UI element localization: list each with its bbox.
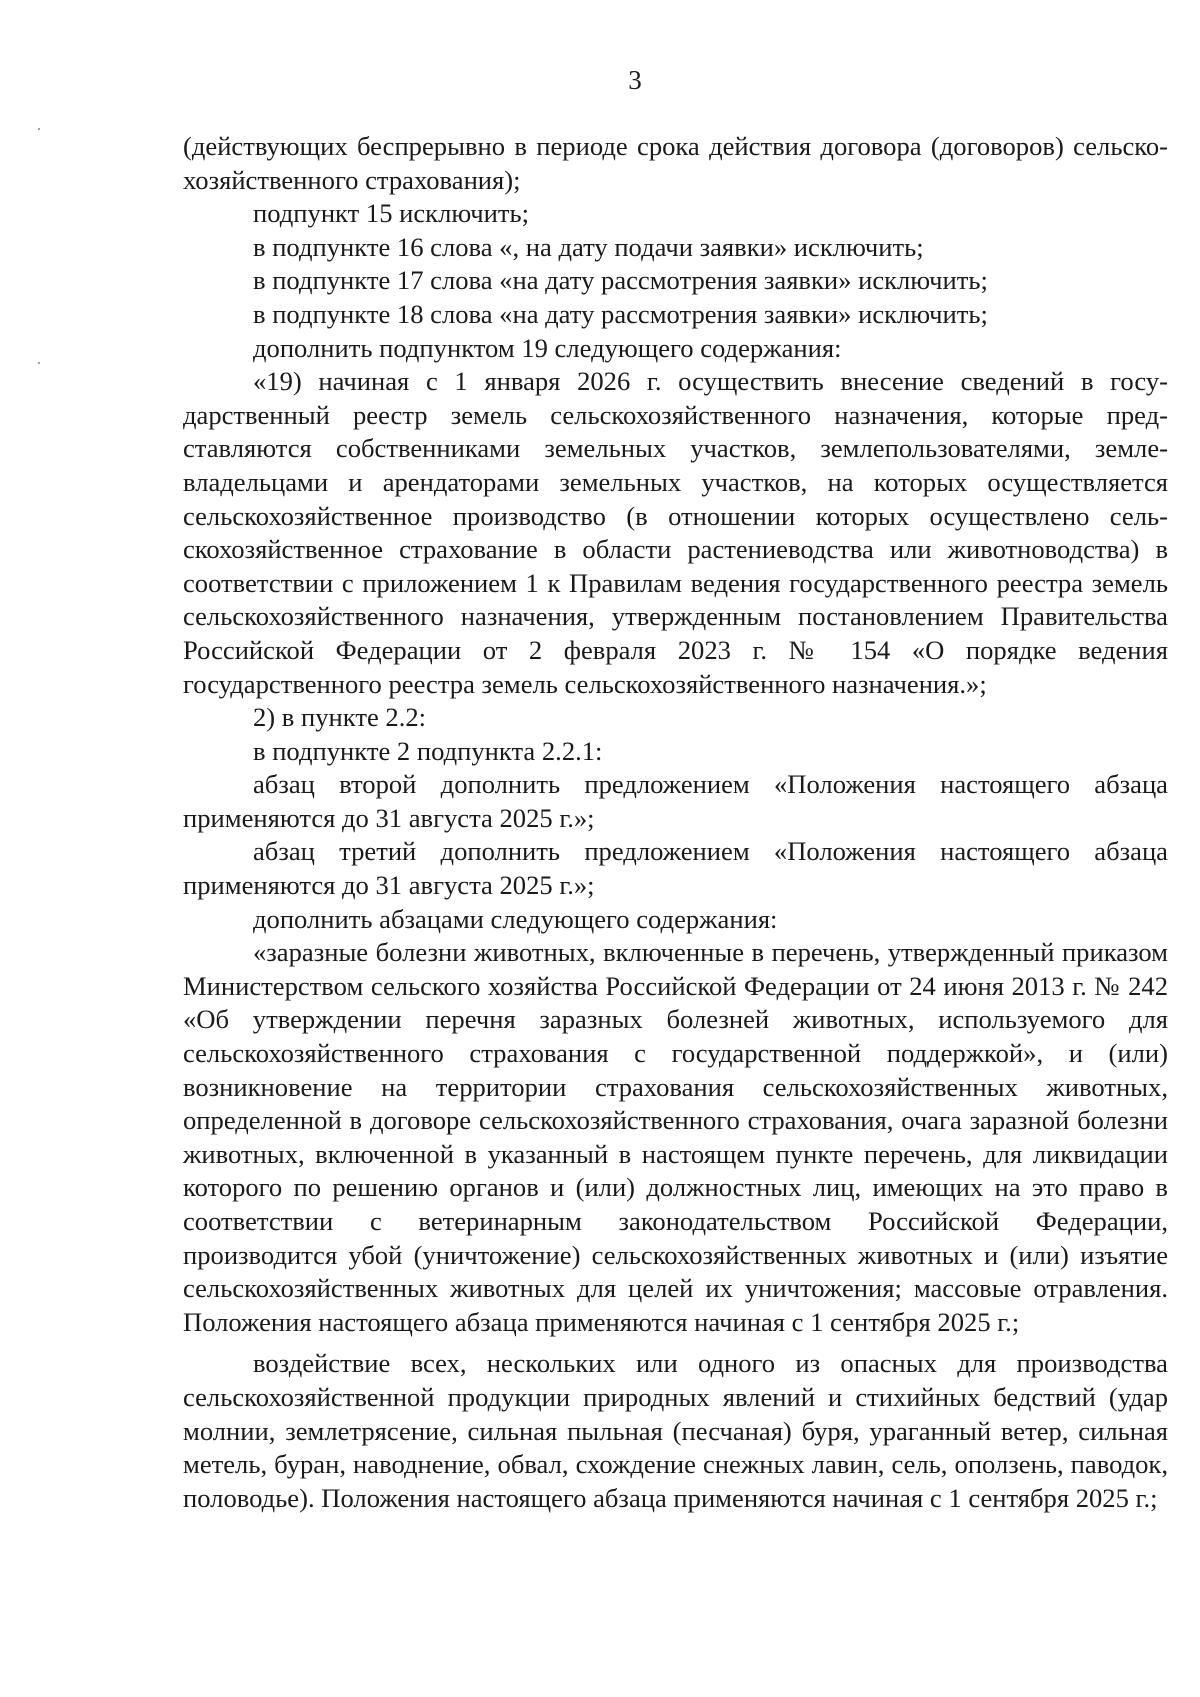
scan-speck <box>38 362 40 364</box>
paragraph-animal-diseases: «заразные болезни животных, включенные в перечень, утвержденный приказом Министерством сельского хозяйства Российской Федерации от 24 июня 2013 г. № 242 «Об утверждении перечня заразных болезней животных, используемого для сельскохозяйственного страхования с государственной поддержкой», и (или) возникновение на территории страхования сельскохозяйственных животных, определенной в договоре сельскохозяйственного страхования, очага заразной болезни животных, включенной в указанный в настоящем пункте перечень, для ликвидации которого по решению органов и (или) должностных лиц, имеющих на это право в соответствии с ветеринарным законодательством Российской Федерации, производится убой (уничтожение) сельскохозяйственных животных и (или) изъятие сельскохозяйственных животных для целей их уничтожения; массовые отравления. Положения настоящего абзаца применяются начиная с 1 сентября 2025 г.; <box>183 937 1168 1337</box>
paragraph-subitem-2-2-1: в подпункте 2 подпункта 2.2.1: <box>253 735 603 766</box>
paragraph-subitem-15: подпункт 15 исключить; <box>253 198 529 229</box>
paragraph-add-subitem-19: дополнить подпунктом 19 следующего содержания: <box>253 332 842 363</box>
paragraph-subitem-18: в подпункте 18 слова «на дату рассмотрения заявки» исключить; <box>253 298 988 329</box>
paragraph-continuation: (действующих беспрерывно в периоде срока действия договора (договоров) сельско-хозяйственного страхования); <box>183 131 1168 195</box>
scan-speck <box>38 128 40 130</box>
paragraph-natural-hazards: воздействие всех, нескольких или одного из опасных для производства сельскохозяйственной продукции природных явлений и стихийных бедствий (удар молнии, землетрясение, сильная пыльная (песчаная) буря, ураганный ветер, сильная метель, буран, наводнение, обвал, схождение снежных лавин, сель, оползень, паводок, половодье). Положения настоящего абзаца применяются начиная с 1 сентября 2025 г.; <box>183 1348 1168 1513</box>
paragraph-add-clauses: дополнить абзацами следующего содержания: <box>253 903 778 934</box>
paragraph-third-clause: абзац третий дополнить предложением «Положения настоящего абзаца применяются до 31 августа 2025 г.»; <box>183 836 1168 901</box>
paragraph-subitem-16: в подпункте 16 слова «, на дату подачи заявки» исключить; <box>253 231 924 262</box>
page-number: 3 <box>628 65 642 95</box>
paragraph-second-clause: абзац второй дополнить предложением «Положения настоящего абзаца применяются до 31 августа 2025 г.»; <box>183 769 1168 833</box>
document-body <box>183 130 1168 1515</box>
paragraph-item-2-2: 2) в пункте 2.2: <box>253 702 427 733</box>
paragraph-subitem-19-text: «19) начиная с 1 января 2026 г. осуществить внесение сведений в государственный реестр земель сельскохозяйственного назначения, которые представляются собственниками земельных участков, землепользователями, землевладельцами и арендаторами земельных участков, на которых осуществляется сельскохозяйственное производство (в отношении которых осуществлено сельскохозяйственное страхование в области растениеводства или животноводства) в соответствии с приложением 1 к Правилам ведения государственного реестра земель сельскохозяйственного назначения, утвержденным постановлением Правительства Российской Федерации от 2 февраля 2023 г. № 154 «О порядке ведения государственного реестра земель сельскохозяйственного назначения.»; <box>183 366 1168 699</box>
paragraph-subitem-17: в подпункте 17 слова «на дату рассмотрения заявки» исключить; <box>253 265 988 296</box>
